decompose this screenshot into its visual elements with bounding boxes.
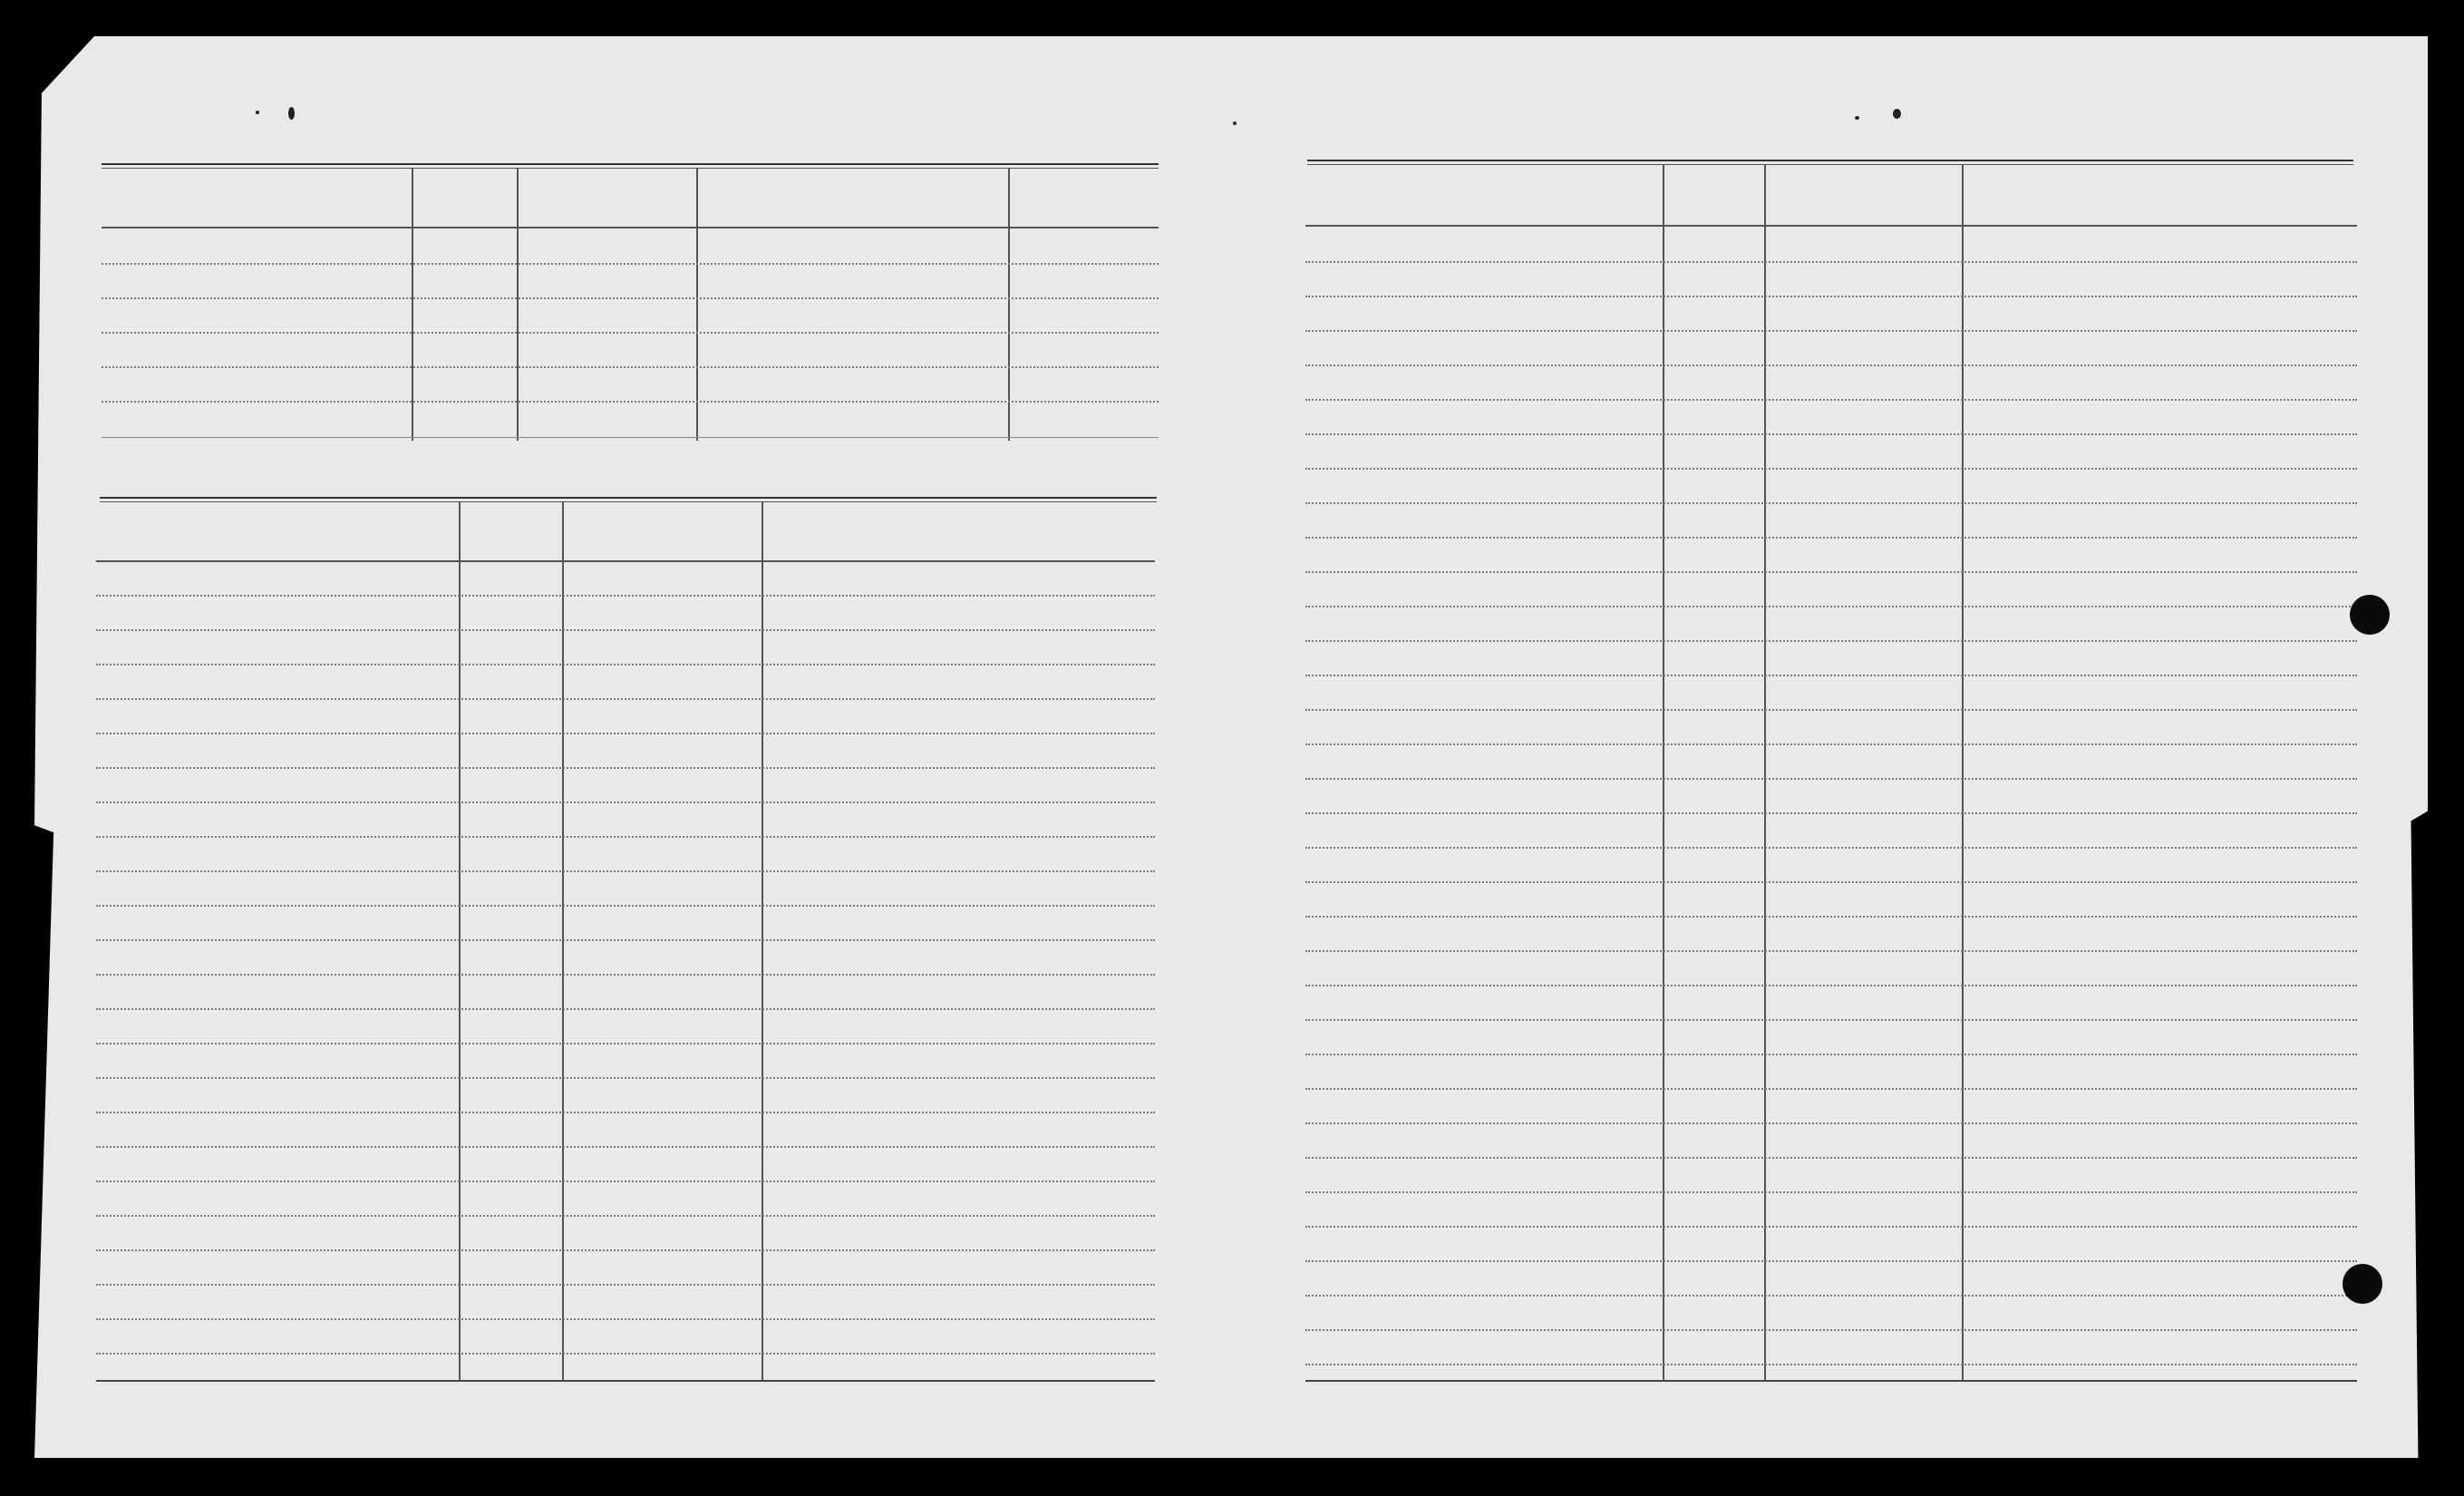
entry-line (102, 297, 1159, 299)
entry-line (1305, 606, 2357, 607)
entry-line (1305, 916, 2357, 918)
punch-hole (2343, 1264, 2382, 1304)
entry-line (96, 1146, 1155, 1148)
entry-line (1305, 778, 2357, 780)
entry-line (1305, 537, 2357, 539)
scan-speck (256, 111, 259, 114)
entry-line (96, 1112, 1155, 1113)
entry-line (96, 1077, 1155, 1079)
entry-line (1305, 433, 2357, 435)
entry-line (1305, 399, 2357, 401)
entry-line (1305, 1364, 2357, 1365)
entry-line (1305, 1019, 2357, 1021)
table-bottom-rule (102, 437, 1159, 438)
entry-line (1305, 364, 2357, 366)
entry-line (96, 733, 1155, 734)
scan-speck (1233, 121, 1237, 125)
entry-line (1305, 812, 2357, 814)
entry-line (1305, 1329, 2357, 1331)
header-underline (96, 560, 1155, 562)
entry-line (96, 1249, 1155, 1251)
entry-line (1305, 743, 2357, 745)
col-divider (1962, 165, 1964, 1382)
entry-line (1305, 1295, 2357, 1297)
entry-line (1305, 1157, 2357, 1159)
entry-line (1305, 1260, 2357, 1262)
header-underline (102, 227, 1159, 228)
hospital-table (102, 169, 1159, 441)
entry-line (102, 366, 1159, 368)
entry-line (1305, 296, 2357, 297)
entry-line (1305, 1191, 2357, 1193)
punch-hole (2350, 595, 2390, 635)
entry-line (96, 664, 1155, 665)
entry-line (1305, 468, 2357, 470)
scan-speck (288, 107, 295, 120)
discharged-table (96, 502, 1155, 1385)
entry-line (1305, 1088, 2357, 1090)
entry-line (1305, 640, 2357, 642)
entry-line (96, 1318, 1155, 1320)
entry-line (96, 1043, 1155, 1044)
scan-speck (1855, 116, 1859, 120)
entry-line (96, 629, 1155, 631)
col-divider (1008, 169, 1010, 441)
table-bottom-rule (96, 1380, 1155, 1382)
entry-line (96, 939, 1155, 941)
entry-line (1305, 709, 2357, 711)
entry-line (1305, 1122, 2357, 1124)
col-divider (1663, 165, 1664, 1382)
entry-line (1305, 502, 2357, 504)
entry-line (1305, 881, 2357, 883)
col-divider (412, 169, 413, 441)
entry-line (1305, 1226, 2357, 1228)
entry-line (102, 263, 1159, 265)
header-underline (1305, 225, 2357, 227)
entry-line (96, 1215, 1155, 1217)
scan-speck (1893, 109, 1901, 119)
col-divider (517, 169, 519, 441)
entry-line (1305, 950, 2357, 952)
entry-line (1305, 261, 2357, 263)
entry-line (96, 1008, 1155, 1010)
discharged-continued-table (1305, 165, 2357, 1385)
entry-line (1305, 847, 2357, 849)
entry-line (96, 1180, 1155, 1182)
entry-line (1305, 571, 2357, 573)
entry-line (96, 905, 1155, 907)
col-divider (696, 169, 698, 441)
entry-line (1305, 330, 2357, 332)
entry-line (1305, 675, 2357, 676)
entry-line (96, 870, 1155, 872)
entry-line (96, 801, 1155, 803)
entry-line (96, 1284, 1155, 1286)
entry-line (96, 698, 1155, 700)
table-bottom-rule (1305, 1380, 2357, 1382)
entry-line (96, 974, 1155, 976)
col-divider (1764, 165, 1766, 1382)
entry-line (102, 401, 1159, 403)
entry-line (96, 1353, 1155, 1355)
entry-line (96, 595, 1155, 597)
entry-line (96, 767, 1155, 769)
entry-line (1305, 985, 2357, 986)
entry-line (96, 836, 1155, 838)
entry-line (1305, 1054, 2357, 1055)
entry-line (102, 332, 1159, 334)
